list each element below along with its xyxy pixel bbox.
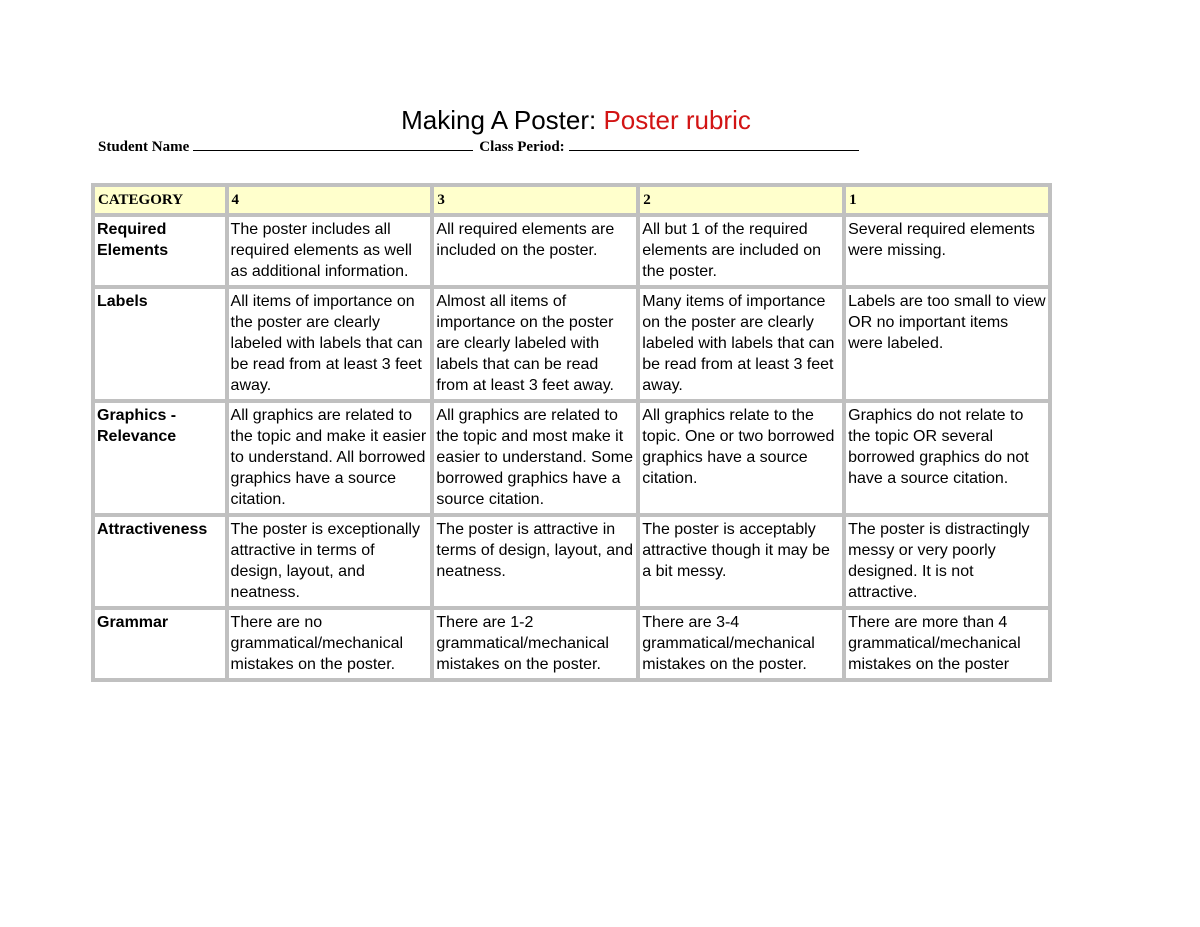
rubric-cell: There are more than 4 grammatical/mechanical mistakes on the poster <box>846 610 1048 678</box>
title-main: Making A Poster: <box>401 105 604 135</box>
header-category: CATEGORY <box>95 187 225 213</box>
rubric-cell: All items of importance on the poster are clearly labeled with labels that can be read from at least 3 feet away. <box>229 289 431 399</box>
rubric-row-required-elements <box>95 217 1048 285</box>
category-cell: Attractiveness <box>95 517 225 606</box>
rubric-cell: Almost all items of importance on the poster are clearly labeled with labels that can be read from at least 3 feet away. <box>434 289 636 399</box>
student-info-line <box>98 137 859 157</box>
rubric-header-row <box>95 187 1048 213</box>
student-name-blank <box>193 137 473 151</box>
rubric-row-grammar <box>95 610 1048 678</box>
rubric-cell: The poster is distractingly messy or very poorly designed. It is not attractive. <box>846 517 1048 606</box>
header-score-1: 1 <box>846 187 1048 213</box>
header-score-3: 3 <box>434 187 636 213</box>
rubric-cell: Graphics do not relate to the topic OR several borrowed graphics do not have a source citation. <box>846 403 1048 513</box>
rubric-cell: All graphics relate to the topic. One or two borrowed graphics have a source citation. <box>640 403 842 513</box>
category-cell: Grammar <box>95 610 225 678</box>
header-score-2: 2 <box>640 187 842 213</box>
category-cell: Labels <box>95 289 225 399</box>
rubric-cell: All required elements are included on the poster. <box>434 217 636 285</box>
class-period-label: Class Period: <box>479 139 565 155</box>
rubric-cell: There are 1-2 grammatical/mechanical mistakes on the poster. <box>434 610 636 678</box>
category-cell: Graphics - Relevance <box>95 403 225 513</box>
rubric-cell: The poster is acceptably attractive though it may be a bit messy. <box>640 517 842 606</box>
rubric-cell: The poster is attractive in terms of design, layout, and neatness. <box>434 517 636 606</box>
rubric-cell: Many items of importance on the poster are clearly labeled with labels that can be read from at least 3 feet away. <box>640 289 842 399</box>
rubric-cell: There are 3-4 grammatical/mechanical mistakes on the poster. <box>640 610 842 678</box>
rubric-cell: Labels are too small to view OR no important items were labeled. <box>846 289 1048 399</box>
category-cell: Required Elements <box>95 217 225 285</box>
class-period-blank <box>569 137 859 151</box>
rubric-table <box>91 183 1052 682</box>
rubric-cell: There are no grammatical/mechanical mistakes on the poster. <box>229 610 431 678</box>
student-name-label: Student Name <box>98 139 190 155</box>
rubric-row-labels <box>95 289 1048 399</box>
rubric-row-attractiveness <box>95 517 1048 606</box>
rubric-row-graphics-relevance <box>95 403 1048 513</box>
rubric-cell: The poster is exceptionally attractive in terms of design, layout, and neatness. <box>229 517 431 606</box>
header-score-4: 4 <box>229 187 431 213</box>
rubric-cell: Several required elements were missing. <box>846 217 1048 285</box>
rubric-cell: All but 1 of the required elements are included on the poster. <box>640 217 842 285</box>
title-accent: Poster rubric <box>603 105 751 135</box>
rubric-cell: All graphics are related to the topic and most make it easier to understand. Some borrowed graphics have a source citation. <box>434 403 636 513</box>
rubric-cell: All graphics are related to the topic and make it easier to understand. All borrowed graphics have a source citation. <box>229 403 431 513</box>
page-title <box>0 104 1152 136</box>
rubric-cell: The poster includes all required elements as well as additional information. <box>229 217 431 285</box>
